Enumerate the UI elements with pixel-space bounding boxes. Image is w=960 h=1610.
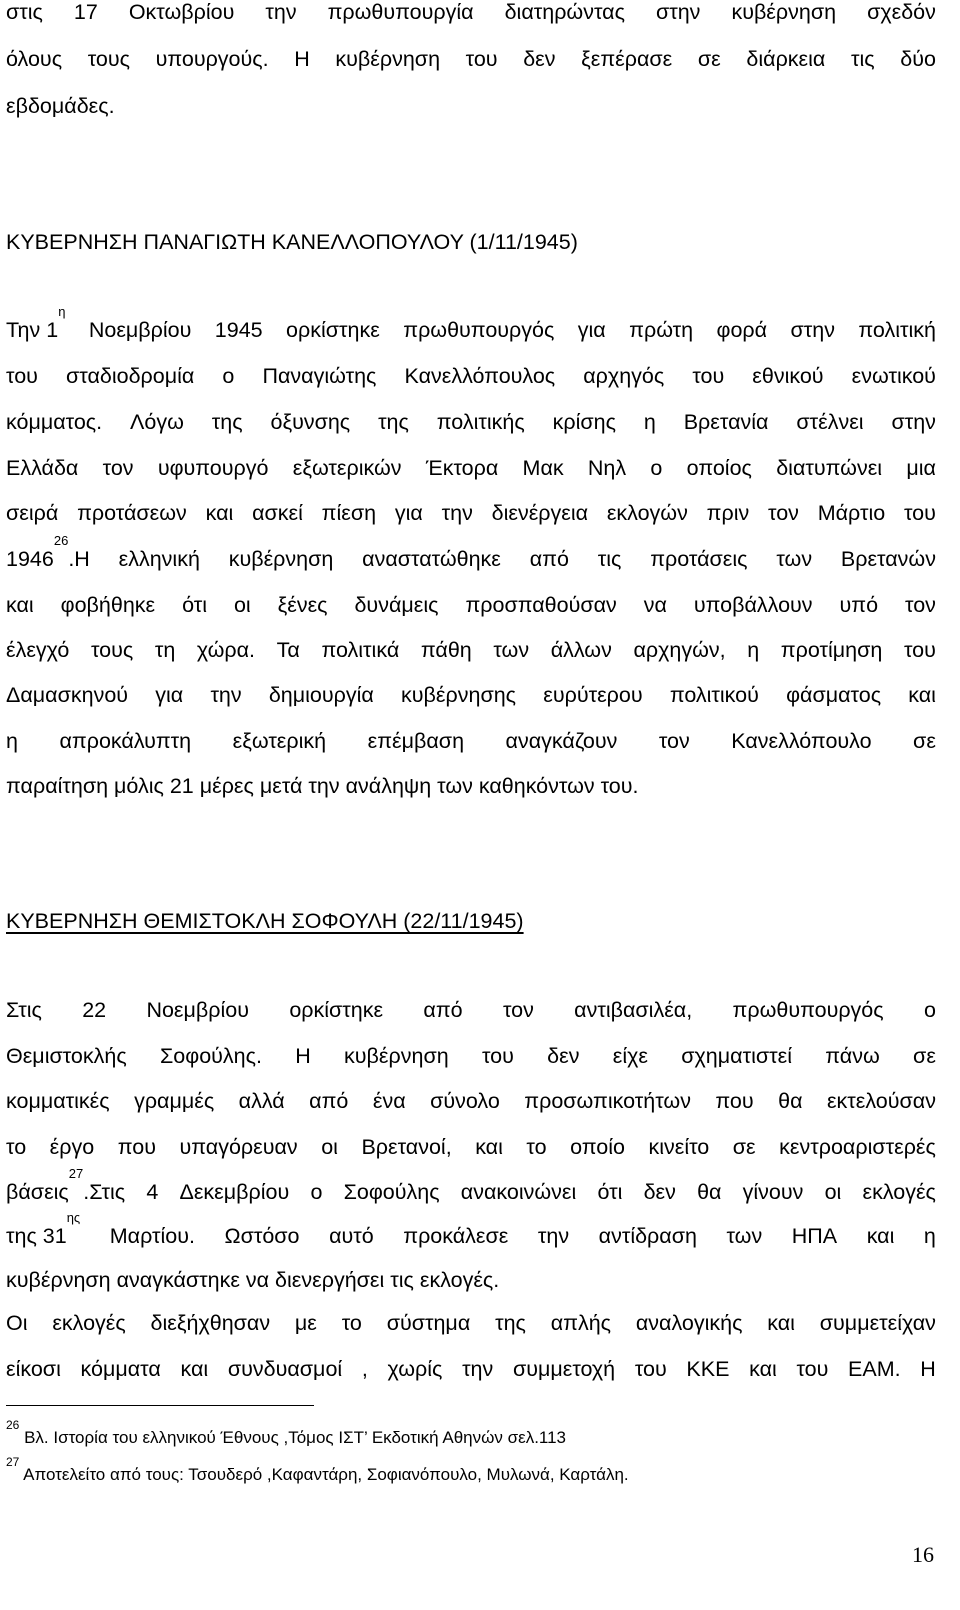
footnote-ref-27[interactable]: 27 [68, 1166, 84, 1181]
footnote-text: Αποτελείτο από τους: Τσουδερό ,Καφαντάρη, Σοφιανόπουλο, Μυλωνά, Καρτάλη. [19, 1465, 629, 1484]
paragraph-line: του σταδιοδρομία ο Παναγιώτης Κανελλόπουλος αρχηγός του εθνικού ενωτικού [6, 364, 936, 388]
paragraph-line: κόμματος. Λόγω της όξυνσης της πολιτικής κρίσης η Βρετανία στέλνει στην [6, 410, 936, 434]
footnote-text: Βλ. Ιστορία του ελληνικού Έθνους ,Τόμος ΙΣΤ’ Εκδοτική Αθηνών σελ.113 [19, 1428, 567, 1447]
intro-line-1: στις 17 Οκτωβρίου την πρωθυπουργία διατηρώντας στην κυβέρνηση σχεδόν [6, 0, 936, 24]
intro-line-2: όλους τους υπουργούς. Η κυβέρνηση του δεν ξεπέρασε σε διάρκεια τις δύο [6, 47, 936, 71]
paragraph-line: Θεμιστοκλής Σοφούλης. Η κυβέρνηση του δεν είχε σχηματιστεί πάνω σε [6, 1044, 936, 1068]
intro-line-3: εβδομάδες. [6, 94, 115, 118]
paragraph-line: έλεγχό τους τη χώρα. Τα πολιτικά πάθη των άλλων αρχηγών, η προτίμηση του [6, 638, 936, 662]
paragraph-line: παραίτηση μόλις 21 μέρες μετά την ανάληψη των καθηκόντων του. [6, 774, 639, 798]
ordinal-superscript: ης [66, 1210, 81, 1225]
section-heading-sofoulis: ΚΥΒΕΡΝΗΣΗ ΘΕΜΙΣΤΟΚΛΗ ΣΟΦΟΥΛΗ (22/11/1945) [6, 909, 524, 933]
footnote-26 [6, 1418, 567, 1449]
paragraph-line: Δαμασκηνού για την δημιουργία κυβέρνησης ευρύτερου πολιτικού φάσματος και [6, 683, 936, 707]
footnote-27 [6, 1455, 629, 1486]
paragraph-line: Οι εκλογές διεξήχθησαν με το σύστημα της απλής αναλογικής και συμμετείχαν [6, 1311, 936, 1335]
footnote-number: 27 [6, 1455, 20, 1469]
ordinal-superscript: η [58, 304, 66, 319]
paragraph-line: κυβέρνηση αναγκάστηκε να διενεργήσει τις εκλογές. [6, 1268, 500, 1292]
paragraph-line: το έργο που υπαγόρευαν οι Βρετανοί, και το οποίο κινείτο σε κεντροαριστερές [6, 1135, 936, 1159]
paragraph-line: Ελλάδα τον υφυπουργό εξωτερικών Έκτορα Μακ Νηλ ο οποίος διατυπώνει μια [6, 456, 936, 480]
paragraph-line: είκοσι κόμματα και συνδυασμοί , χωρίς την συμμετοχή του ΚΚΕ και του ΕΑΜ. Η [6, 1357, 936, 1381]
paragraph-line: η απροκάλυπτη εξωτερική επέμβαση αναγκάζουν τον Κανελλόπουλο σε [6, 729, 936, 753]
paragraph-line: σειρά προτάσεων και ασκεί πίεση για την διενέργεια εκλογών πριν τον Μάρτιο του [6, 501, 936, 525]
paragraph-line: 1946$^{26}$.Η ελληνική κυβέρνηση αναστατώθηκε από τις προτάσεις των Βρετανών [6, 533, 936, 571]
paragraph-line: κομματικές γραμμές αλλά από ένα σύνολο προσωπικοτήτων που θα εκτελούσαν [6, 1089, 936, 1113]
section-heading-kanellopoulos: ΚΥΒΕΡΝΗΣΗ ΠΑΝΑΓΙΩΤΗ ΚΑΝΕΛΛΟΠΟΥΛΟΥ (1/11/1945) [6, 230, 578, 254]
paragraph-line: και φοβήθηκε ότι οι ξένες δυνάμεις προσπαθούσαν να υποβάλλουν υπό τον [6, 593, 936, 617]
paragraph-line: της $31^{\eta\varsigma}$ Μαρτίου. Ωστόσο αυτό προκάλεσε την αντίδραση των ΗΠΑ και η [6, 1210, 936, 1248]
footnote-separator [6, 1405, 314, 1406]
paragraph-line: Στις 22 Νοεμβρίου ορκίστηκε από τον αντιβασιλέα, πρωθυπουργός ο [6, 998, 936, 1022]
footnote-number: 26 [6, 1418, 20, 1432]
page-number: 16 [912, 1542, 934, 1567]
paragraph-line: βάσεις$^{27}$.Στις 4 Δεκεμβρίου ο Σοφούλης ανακοινώνει ότι δεν θα γίνουν οι εκλογές [6, 1166, 936, 1204]
footnote-ref-26[interactable]: 26 [53, 533, 69, 548]
paragraph-line: Την $1^\eta$ Νοεμβρίου 1945 ορκίστηκε πρωθυπουργός για πρώτη φορά στην πολιτική [6, 304, 936, 342]
